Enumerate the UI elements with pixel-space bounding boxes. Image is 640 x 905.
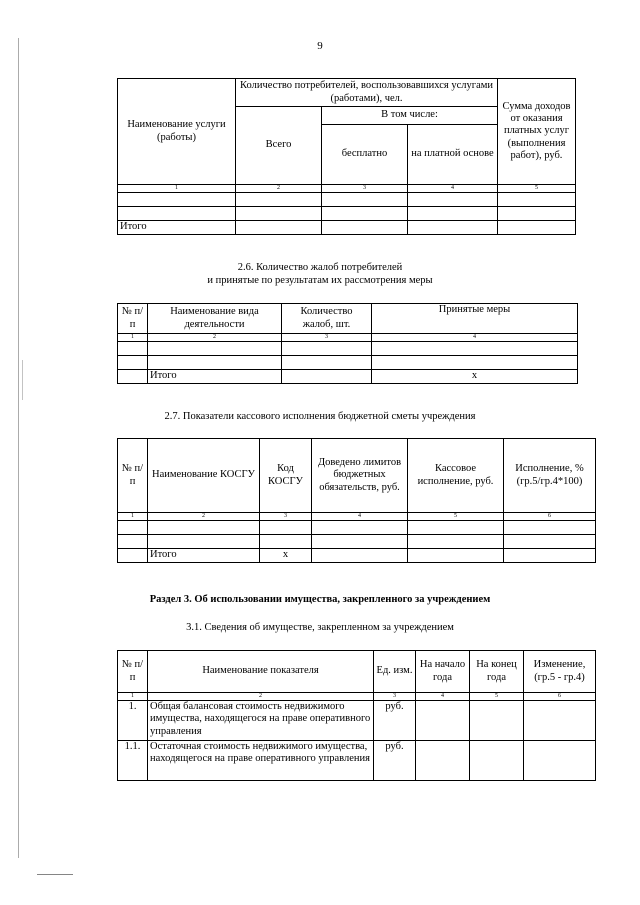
row-unit: руб.: [374, 741, 416, 781]
column-number: 4: [372, 334, 578, 342]
total-measures: х: [372, 370, 578, 384]
scan-edge-mark: [18, 38, 19, 858]
total-label: Итого: [148, 370, 282, 384]
column-number: 4: [408, 185, 498, 193]
header-free: бесплатно: [322, 125, 408, 185]
column-numbers-row: [118, 334, 578, 342]
table-row: [118, 342, 578, 356]
table-row: [118, 356, 578, 370]
header-paid: на платной основе: [408, 125, 498, 185]
total-label: Итого: [118, 221, 236, 235]
column-number: 3: [322, 185, 408, 193]
column-number: 6: [524, 693, 596, 701]
column-number: 1: [118, 693, 148, 701]
table-row: [118, 535, 596, 549]
page-number: 9: [317, 40, 323, 52]
header-indicator: Наименование показателя: [148, 651, 374, 693]
header-cash-execution: Кассовое исполнение, руб.: [408, 439, 504, 513]
section-3-1-title: 3.1. Сведения об имуществе, закрепленном за учреждением: [186, 622, 454, 633]
section-2-7-title: 2.7. Показатели кассового исполнения бюджетной сметы учреждения: [164, 411, 476, 422]
column-number: 3: [374, 693, 416, 701]
header-number: № п/п: [118, 651, 148, 693]
column-number: 5: [498, 185, 576, 193]
table-row: [118, 207, 576, 221]
header-year-start: На начало года: [416, 651, 470, 693]
column-number: 2: [148, 693, 374, 701]
header-measures: Принятые меры: [372, 304, 578, 334]
header-kosgu-code: Код КОСГУ: [260, 439, 312, 513]
table-row: [118, 193, 576, 207]
column-number: 2: [148, 513, 260, 521]
scan-edge-mark: [22, 360, 23, 400]
header-service-name: Наименование услуги (работы): [118, 79, 236, 185]
header-total: Всего: [236, 107, 322, 185]
total-label: Итого: [148, 549, 260, 563]
row-indicator-name: Остаточная стоимость недвижимого имущества, находящегося на праве оперативного управления: [148, 741, 374, 781]
property-table: [117, 650, 596, 781]
header-income: Сумма доходов от оказания платных услуг (выполнения работ), руб.: [498, 79, 576, 185]
column-number: 4: [312, 513, 408, 521]
column-number: 6: [504, 513, 596, 521]
total-row: [118, 549, 596, 563]
column-numbers-row: [118, 185, 576, 193]
header-number: № п/п: [118, 439, 148, 513]
column-number: 2: [236, 185, 322, 193]
header-activity: Наименование вида деятельности: [148, 304, 282, 334]
header-execution-percent: Исполнение, % (гр.5/гр.4*100): [504, 439, 596, 513]
column-number: 5: [470, 693, 524, 701]
total-row: [118, 370, 578, 384]
column-number: 5: [408, 513, 504, 521]
column-number: 3: [282, 334, 372, 342]
complaints-table: [117, 303, 578, 384]
header-including: В том числе:: [322, 107, 498, 125]
column-number: 3: [260, 513, 312, 521]
column-number: 1: [118, 185, 236, 193]
row-indicator-name: Общая балансовая стоимость недвижимого имущества, находящегося на праве оперативного управления: [148, 701, 374, 741]
consumers-table: [117, 78, 576, 235]
column-numbers-row: [118, 513, 596, 521]
column-number: 2: [148, 334, 282, 342]
column-numbers-row: [118, 693, 596, 701]
row-number: 1.1.: [118, 741, 148, 781]
section-3-title: Раздел 3. Об использовании имущества, закрепленного за учреждением: [149, 594, 491, 605]
row-unit: руб.: [374, 701, 416, 741]
header-unit: Ед. изм.: [374, 651, 416, 693]
table-row: [118, 521, 596, 535]
header-change: Изменение, (гр.5 - гр.4): [524, 651, 596, 693]
table-row: [118, 701, 596, 741]
header-consumers-count: Количество потребителей, воспользовавшихся услугами (работами), чел.: [236, 79, 498, 107]
total-code: х: [260, 549, 312, 563]
column-number: 1: [118, 334, 148, 342]
scan-footer-mark: [37, 874, 73, 875]
header-complaints-count: Количество жалоб, шт.: [282, 304, 372, 334]
total-row: [118, 221, 576, 235]
budget-execution-table: [117, 438, 596, 563]
table-row: [118, 741, 596, 781]
column-number: 4: [416, 693, 470, 701]
header-number: № п/п: [118, 304, 148, 334]
column-number: 1: [118, 513, 148, 521]
header-kosgu-name: Наименование КОСГУ: [148, 439, 260, 513]
section-2-6-title: 2.6. Количество жалоб потребителей и принятые по результатам их рассмотрения меры: [207, 262, 433, 286]
header-year-end: На конец года: [470, 651, 524, 693]
row-number: 1.: [118, 701, 148, 741]
header-limits: Доведено лимитов бюджетных обязательств, руб.: [312, 439, 408, 513]
